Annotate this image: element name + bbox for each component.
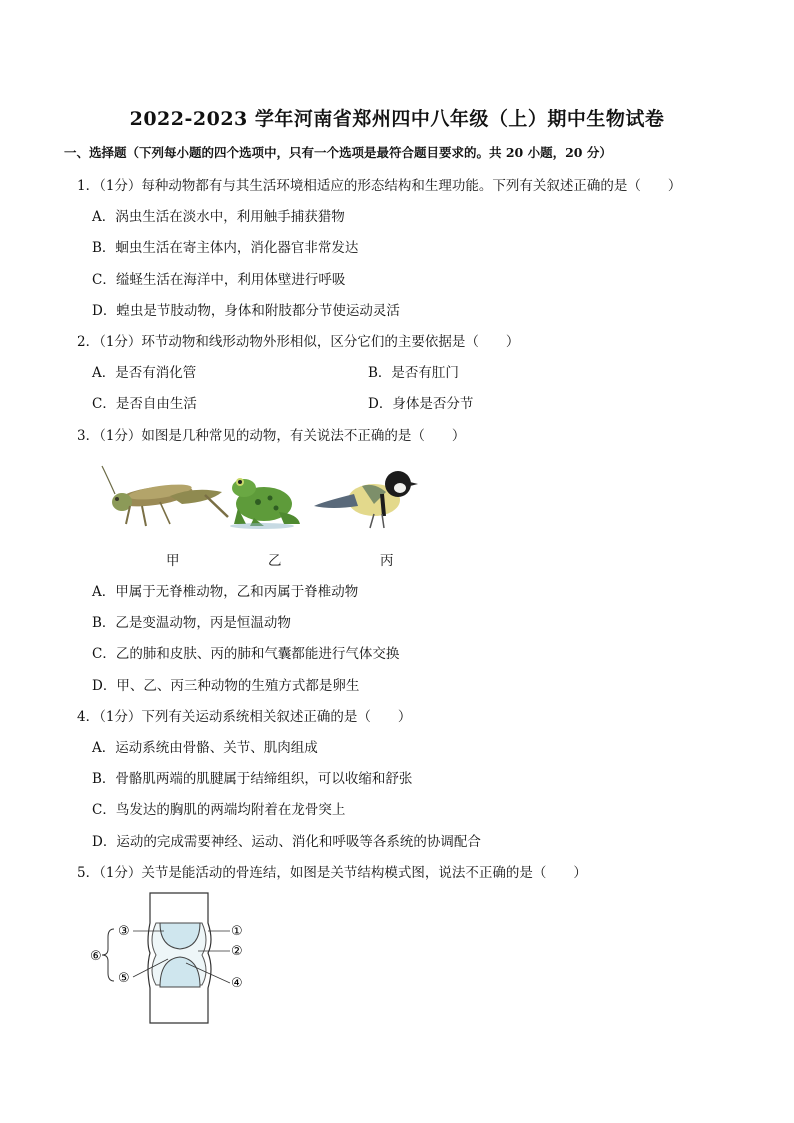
q2-option-a: A．是否有消化管 <box>92 365 197 381</box>
q3-option-a: A．甲属于无脊椎动物，乙和丙属于脊椎动物 <box>92 584 359 600</box>
q3-option-b: B．乙是变温动物，丙是恒温动物 <box>92 615 291 631</box>
q4-option-a: A．运动系统由骨骼、关节、肌肉组成 <box>92 740 318 756</box>
section-heading: 一、选择题（下列每小题的四个选项中，只有一个选项是最符合题目要求的。共 20 小题，20 分） <box>64 145 612 160</box>
q2-option-c: C．是否自由生活 <box>92 396 197 412</box>
q1-option-d: D．蝗虫是节肢动物，身体和附肢都分节使运动灵活 <box>92 303 400 319</box>
diagram-label-3: ③ <box>118 924 130 939</box>
question-4-stem: 4．（1分）下列有关运动系统相关叙述正确的是（ ） <box>77 709 412 725</box>
bird-illustration <box>312 464 420 534</box>
q2-option-d: D．身体是否分节 <box>368 396 474 412</box>
q1-option-b: B．蛔虫生活在寄主体内，消化器官非常发达 <box>92 240 359 256</box>
diagram-label-5: ⑤ <box>118 971 130 986</box>
q1-option-c: C．缢蛏生活在海洋中，利用体壁进行呼吸 <box>92 272 346 288</box>
page-title: 2022-2023 学年河南省郑州四中八年级（上）期中生物试卷 <box>129 108 665 130</box>
q4-option-c: C．鸟发达的胸肌的两端均附着在龙骨突上 <box>92 802 346 818</box>
joint-diagram <box>90 893 250 1023</box>
q3-option-c: C．乙的肺和皮肤、丙的肺和气囊都能进行气体交换 <box>92 646 400 662</box>
frog-illustration <box>224 468 304 530</box>
q4-option-b: B．骨骼肌两端的肌腱属于结缔组织，可以收缩和舒张 <box>92 771 413 787</box>
question-1-stem: 1．（1分）每种动物都有与其生活环境相适应的形态结构和生理功能。下列有关叙述正确的是（ ） <box>77 178 682 194</box>
q1-option-a: A．涡虫生活在淡水中，利用触手捕获猎物 <box>92 209 345 225</box>
image-label-jia: 甲 <box>166 553 180 569</box>
question-2-stem: 2．（1分）环节动物和线形动物外形相似，区分它们的主要依据是（ ） <box>77 334 520 350</box>
q3-option-d: D．甲、乙、丙三种动物的生殖方式都是卵生 <box>92 678 360 694</box>
question-3-stem: 3．（1分）如图是几种常见的动物，有关说法不正确的是（ ） <box>77 428 466 444</box>
grasshopper-illustration <box>100 462 235 537</box>
diagram-label-4: ④ <box>231 976 243 991</box>
diagram-label-2: ② <box>231 944 243 959</box>
q4-option-d: D．运动的完成需要神经、运动、消化和呼吸等各系统的协调配合 <box>92 834 481 850</box>
image-label-bing: 丙 <box>380 553 394 569</box>
question-5-stem: 5．（1分）关节是能活动的骨连结，如图是关节结构模式图，说法不正确的是（ ） <box>77 865 587 881</box>
q2-option-b: B．是否有肛门 <box>368 365 459 381</box>
diagram-label-6: ⑥ <box>90 949 102 964</box>
image-label-yi: 乙 <box>268 553 282 569</box>
diagram-label-1: ① <box>231 924 243 939</box>
